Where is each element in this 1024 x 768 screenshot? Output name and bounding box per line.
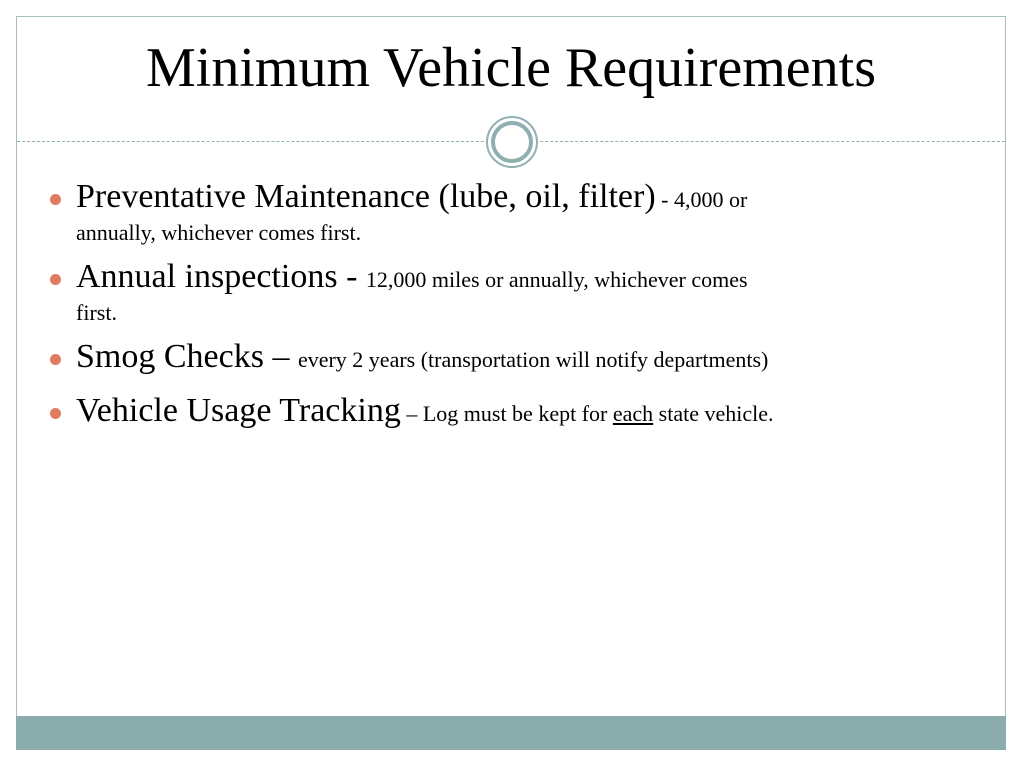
bullet-list: [50, 180, 950, 448]
bullet-lead: Smog Checks –: [76, 338, 298, 375]
bullet-detail-end: state vehicle.: [653, 401, 774, 426]
bullet-dot-icon: [50, 274, 61, 285]
circle-ornament-icon: [485, 115, 539, 169]
bullet-dot-icon: [50, 354, 61, 365]
footer-bar: [16, 716, 1006, 750]
bullet-detail-continued: annually, whichever comes first.: [76, 220, 362, 245]
bullet-item-smog: [50, 340, 950, 380]
slide-title: Minimum Vehicle Requirements: [146, 37, 876, 99]
bullet-detail: - 4,000 or: [655, 187, 748, 212]
bullet-lead: Annual inspections -: [76, 258, 366, 295]
bullet-lead: Vehicle Usage Tracking: [76, 392, 401, 429]
bullet-detail: 12,000 miles or annually, whichever comes: [365, 267, 748, 292]
bullet-item-inspections: [50, 260, 950, 326]
bullet-dot-icon: [50, 408, 61, 419]
bullet-detail-emphasis: each: [612, 401, 654, 426]
bullet-detail: – Log must be kept for: [400, 401, 613, 426]
title-divider-left: [17, 141, 484, 142]
bullet-detail: every 2 years (transportation will notify departments): [297, 347, 769, 372]
bullet-detail-continued: first.: [76, 300, 117, 325]
bullet-dot-icon: [50, 194, 61, 205]
title-divider-right: [540, 141, 1005, 142]
bullet-item-usage-tracking: [50, 394, 950, 434]
bullet-item-maintenance: [50, 180, 950, 246]
bullet-lead: Preventative Maintenance (lube, oil, filter): [76, 178, 656, 215]
